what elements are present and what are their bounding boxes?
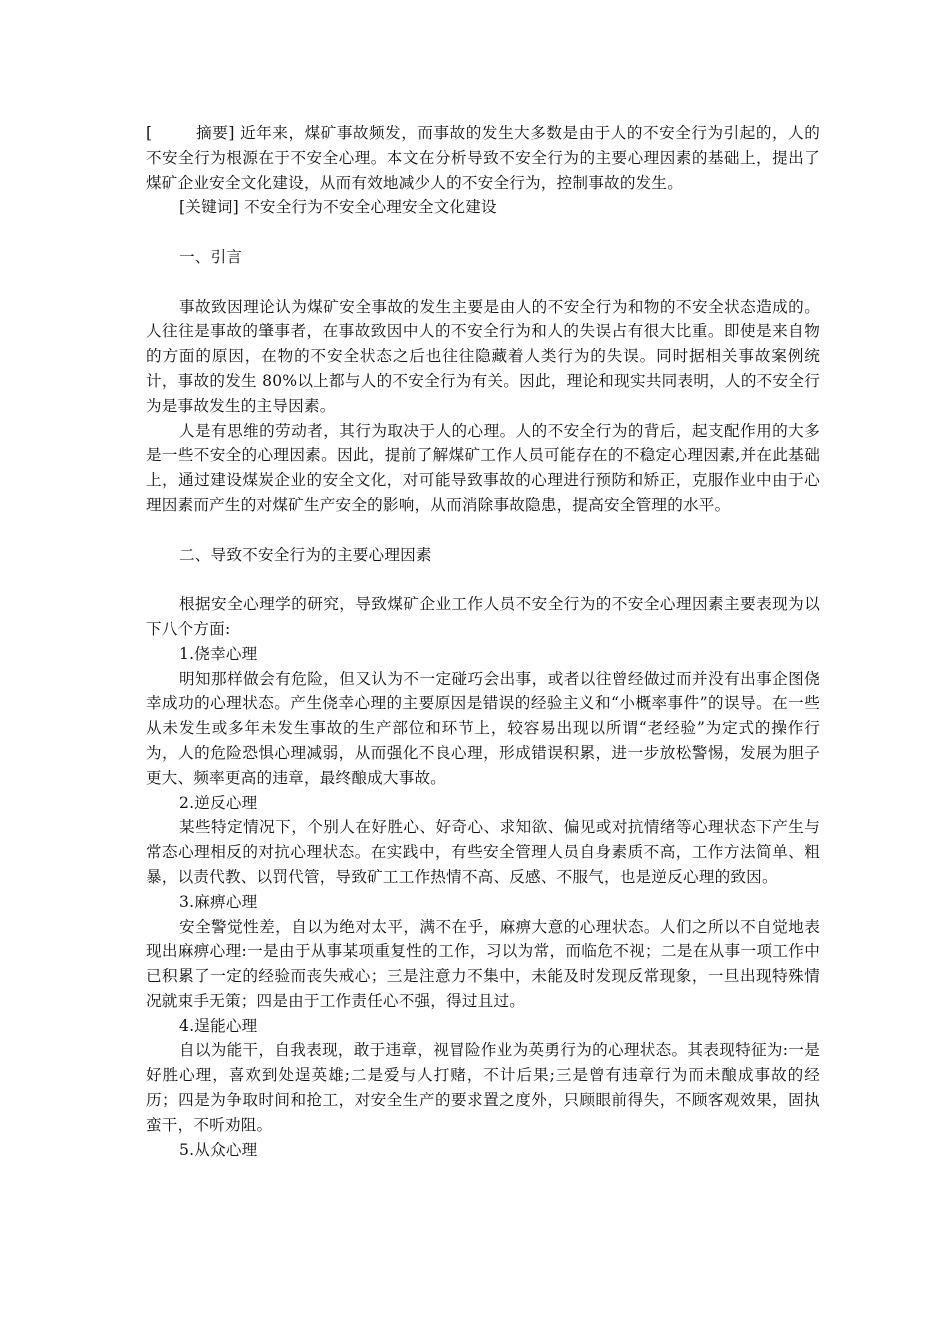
subheading-item: 3.麻痹心理	[179, 892, 258, 911]
section-heading-factors: 二、导致不安全行为的主要心理因素	[179, 545, 432, 564]
blank-line	[146, 567, 820, 592]
body-paragraph: 安全警觉性差，自以为绝对太平，满不在乎，麻痹大意的心理状态。人们之所以不自觉地表现出麻痹心理:一是由于从事某项重复性的工作，习以为常，而临危不视；二是在从事一项工作中已积累了一定的经验而丧失戒心；三是注意力不集中，未能及时发现反常现象，一旦出现特殊情况就束手无策；四是由于工作责任心不强，得过且过。	[146, 917, 820, 1010]
subheading-item: 2.逆反心理	[179, 793, 258, 812]
abstract-tag: [ 摘要]	[146, 124, 235, 142]
subheading-item: 1.侥幸心理	[179, 644, 258, 663]
body-paragraph: 事故致因理论认为煤矿安全事故的发生主要是由人的不安全行为和物的不安全状态造成的。人往往是事故的肇事者，在事故致因中人的不安全行为和人的失误占有很大比重。即使是来自物的方面的原因，在物的不安全状态之后也往往隐藏着人类行为的失误。同时据相关事故案例统计，事故的发生 80%以上都与人的不安全行为有关。因此，理论和现实共同表明，人的不安全行为是事故发生的主导因素。	[146, 297, 820, 415]
body-paragraph: 自以为能干，自我表现，敢于违章，视冒险作业为英勇行为的心理状态。其表现特征为:一是好胜心理，喜欢到处逞英雄;二是爱与人打赌，不计后果;三是曾有违章行为而未酿成事故的经历；四是为争取时间和抢工，对安全生产的要求置之度外，只顾眼前得失，不顾客观效果，固执蛮干，不听劝阻。	[146, 1041, 820, 1134]
blank-line	[146, 270, 820, 295]
abstract-text: 近年来，煤矿事故频发，而事故的发生大多数是由于人的不安全行为引起的，人的不安全行为根源在于不安全心理。本文在分析导致不安全行为的主要心理因素的基础上，提出了煤矿企业安全文化建设，从而有效地减少人的不安全行为，控制事故的发生。	[146, 124, 820, 192]
document-page	[146, 121, 820, 1162]
keywords-line: [关键词] 不安全行为不安全心理安全文化建设	[179, 198, 497, 217]
body-paragraph: 人是有思维的劳动者，其行为取决于人的心理。人的不安全行为的背后，起支配作用的大多是一些不安全的心理因素。因此，提前了解煤矿工作人员可能存在的不稳定心理因素,并在此基础上，通过建设煤炭企业的安全文化，对可能导致事故的心理进行预防和矫正，克服作业中由于心理因素而产生的对煤矿生产安全的影响，从而消除事故隐患，提高安全管理的水平。	[146, 421, 820, 514]
section-heading-intro: 一、引言	[179, 247, 243, 266]
body-paragraph: 某些特定情况下，个别人在好胜心、好奇心、求知欲、偏见或对抗情绪等心理状态下产生与常态心理相反的对抗心理状态。在实践中，有些安全管理人员自身素质不高，工作方法简单、粗暴，以责代教、以罚代管，导致矿工工作热情不高、反感、不服气，也是逆反心理的致因。	[146, 818, 820, 886]
subheading-item: 5.从众心理	[179, 1140, 258, 1159]
abstract-paragraph	[146, 121, 820, 195]
body-paragraph: 根据安全心理学的研究，导致煤矿企业工作人员不安全行为的不安全心理因素主要表现为以下八个方面:	[146, 595, 820, 638]
blank-line	[146, 518, 820, 543]
body-paragraph: 明知那样做会有危险，但又认为不一定碰巧会出事，或者以往曾经做过而并没有出事企图侥幸成功的心理状态。产生侥幸心理的主要原因是错误的经验主义和“小概率事件”的误导。在一些从未发生或多年未发生事故的生产部位和环节上，较容易出现以所谓“老经验”为定式的操作行为，人的危险恐惧心理减弱，从而强化不良心理，形成错误积累，进一步放松警惕，发展为胆子更大、频率更高的违章，最终酿成大事故。	[146, 669, 820, 787]
blank-line	[146, 220, 820, 245]
subheading-item: 4.逞能心理	[179, 1016, 258, 1035]
